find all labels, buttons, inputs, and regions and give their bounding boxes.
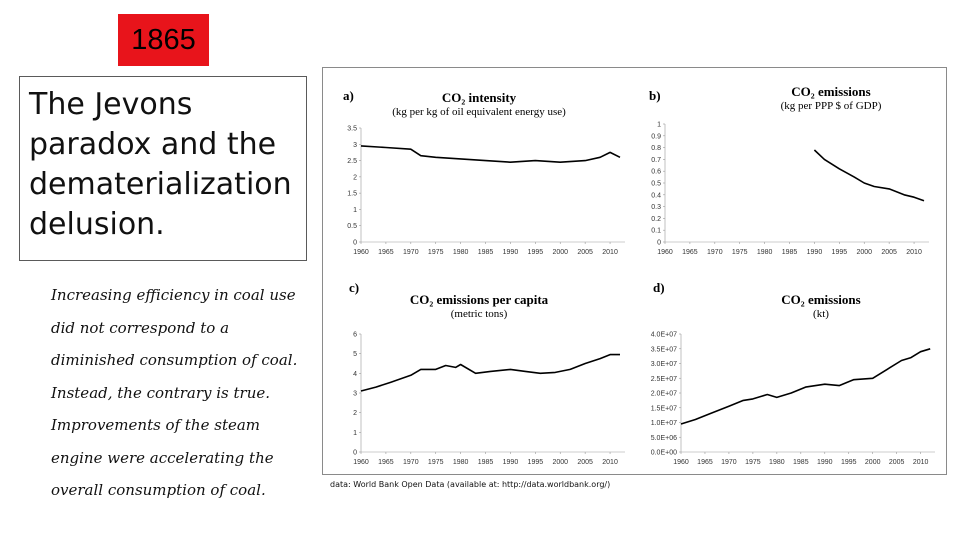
- x-tick-label: 2000: [552, 459, 569, 466]
- y-tick-label: 1.5: [347, 190, 357, 198]
- chart-c: [353, 330, 625, 466]
- panel-b-subtitle: (kg per PPP $ of GDP): [780, 100, 882, 112]
- panel-b-title: CO₂ emissions: [791, 84, 871, 99]
- x-tick-label: 1970: [403, 459, 419, 466]
- x-tick-label: 1965: [378, 459, 394, 466]
- y-tick-label: 4.0E+07: [650, 331, 677, 339]
- x-tick-label: 1980: [452, 249, 469, 256]
- title-box: [19, 76, 307, 261]
- series-line: [681, 349, 930, 424]
- panel-d-subtitle: (kt): [813, 308, 829, 320]
- y-tick-label: 1: [353, 429, 357, 437]
- y-tick-label: 0: [657, 239, 661, 247]
- y-tick-label: 0.6: [651, 168, 661, 176]
- x-tick-label: 1965: [682, 249, 698, 256]
- series-line: [361, 146, 620, 162]
- y-tick-label: 0.2: [651, 215, 661, 223]
- x-tick-label: 1975: [427, 459, 444, 466]
- x-tick-label: 1990: [502, 459, 519, 466]
- y-tick-label: 1.5E+07: [650, 405, 677, 413]
- y-tick-label: 3.5: [347, 125, 357, 133]
- y-tick-label: 2.5: [347, 158, 357, 166]
- panel-a: [323, 68, 635, 268]
- chart-d: [650, 330, 935, 466]
- x-tick-label: 1970: [707, 249, 723, 256]
- x-tick-label: 1975: [731, 249, 748, 256]
- x-tick-label: 1975: [427, 249, 444, 256]
- panel-c: [323, 272, 635, 472]
- x-tick-label: 1960: [657, 249, 673, 256]
- y-tick-label: 0.1: [651, 227, 661, 235]
- panel-b: [635, 68, 947, 268]
- x-tick-label: 2005: [888, 459, 905, 466]
- y-tick-label: 0.0E+00: [650, 449, 677, 457]
- y-tick-label: 0: [353, 239, 357, 247]
- chart-a: [347, 124, 625, 256]
- source-note: data: World Bank Open Data (available at: http://data.worldbank.org/): [330, 480, 611, 489]
- panel-d-title: CO₂ emissions: [781, 292, 861, 307]
- y-tick-label: 2: [353, 174, 357, 182]
- year-label: 1865: [131, 23, 196, 56]
- x-tick-label: 2000: [864, 459, 881, 466]
- y-tick-label: 1: [657, 121, 661, 129]
- y-tick-label: 3: [353, 141, 357, 149]
- panel-c-title: CO₂ emissions per capita: [409, 292, 549, 307]
- x-tick-label: 2000: [552, 249, 569, 256]
- y-tick-label: 5.0E+06: [650, 434, 677, 442]
- chart-b: [651, 120, 929, 256]
- panel-d-label: d): [653, 280, 665, 295]
- x-tick-label: 2010: [602, 249, 618, 256]
- x-tick-label: 2005: [881, 249, 897, 256]
- x-tick-label: 1995: [840, 459, 857, 466]
- x-tick-label: 1960: [673, 459, 689, 466]
- y-tick-label: 2.5E+07: [650, 375, 677, 383]
- x-tick-label: 2000: [856, 249, 873, 256]
- x-tick-label: 1985: [793, 459, 809, 466]
- panel-a-label: a): [343, 88, 354, 103]
- x-tick-label: 1995: [527, 459, 544, 466]
- y-tick-label: 6: [353, 331, 357, 339]
- x-tick-label: 1985: [477, 459, 494, 466]
- y-tick-label: 0.7: [651, 156, 661, 164]
- y-tick-label: 0: [353, 449, 357, 457]
- x-tick-label: 2005: [577, 249, 593, 256]
- x-tick-label: 1975: [745, 459, 761, 466]
- y-tick-label: 0.4: [651, 192, 661, 200]
- panel-c-label: c): [349, 280, 360, 295]
- x-tick-label: 1970: [721, 459, 737, 466]
- x-tick-label: 1965: [378, 249, 394, 256]
- x-tick-label: 1990: [816, 459, 833, 466]
- series-line: [361, 355, 620, 391]
- y-tick-label: 3.0E+07: [650, 361, 677, 368]
- body-text: Increasing efficiency in coal use did not correspond to a diminished consumption of coal. Instead, the contrary is true. Improvements of the steam engine were accelerating the overall consumption of coal.: [51, 286, 298, 499]
- y-tick-label: 1: [353, 206, 357, 214]
- y-tick-label: 0.9: [651, 133, 661, 141]
- x-tick-label: 2005: [577, 459, 593, 466]
- x-tick-label: 1990: [806, 249, 823, 256]
- x-tick-label: 1970: [403, 249, 419, 256]
- x-tick-label: 1960: [353, 249, 369, 256]
- x-tick-label: 1980: [452, 459, 469, 466]
- x-tick-label: 2010: [912, 459, 929, 466]
- y-tick-label: 0.3: [651, 204, 661, 212]
- y-tick-label: 1.0E+07: [650, 420, 677, 427]
- y-tick-label: 3: [353, 390, 357, 398]
- panel-b-label: b): [649, 88, 661, 103]
- x-tick-label: 2010: [602, 459, 618, 466]
- x-tick-label: 1990: [502, 249, 519, 256]
- series-line: [814, 150, 924, 201]
- x-tick-label: 1960: [353, 459, 369, 466]
- x-tick-label: 1995: [527, 249, 544, 256]
- y-tick-label: 0.8: [651, 145, 661, 153]
- y-tick-label: 0.5: [651, 180, 661, 188]
- x-tick-label: 1980: [769, 459, 785, 466]
- x-tick-label: 2010: [906, 249, 922, 256]
- x-tick-label: 1995: [831, 249, 848, 256]
- panel-a-title: CO₂ intensity: [441, 90, 517, 105]
- slide-title: The Jevons paradox and the dematerialization delusion.: [29, 87, 292, 242]
- x-tick-label: 1985: [477, 249, 494, 256]
- year-badge: [118, 14, 209, 66]
- x-tick-label: 1985: [781, 249, 798, 256]
- x-tick-label: 1980: [756, 249, 773, 256]
- panel-d: [635, 272, 947, 472]
- figure-panel: [322, 67, 947, 475]
- panel-c-subtitle: (metric tons): [450, 308, 508, 320]
- y-tick-label: 4: [353, 370, 357, 378]
- y-tick-label: 0.5: [347, 223, 357, 231]
- y-tick-label: 3.5E+07: [650, 346, 677, 354]
- y-tick-label: 5: [353, 351, 357, 359]
- panel-a-subtitle: (kg per kg of oil equivalent energy use): [392, 106, 566, 118]
- y-tick-label: 2.0E+07: [650, 390, 677, 398]
- x-tick-label: 1965: [697, 459, 713, 466]
- y-tick-label: 2: [353, 410, 357, 418]
